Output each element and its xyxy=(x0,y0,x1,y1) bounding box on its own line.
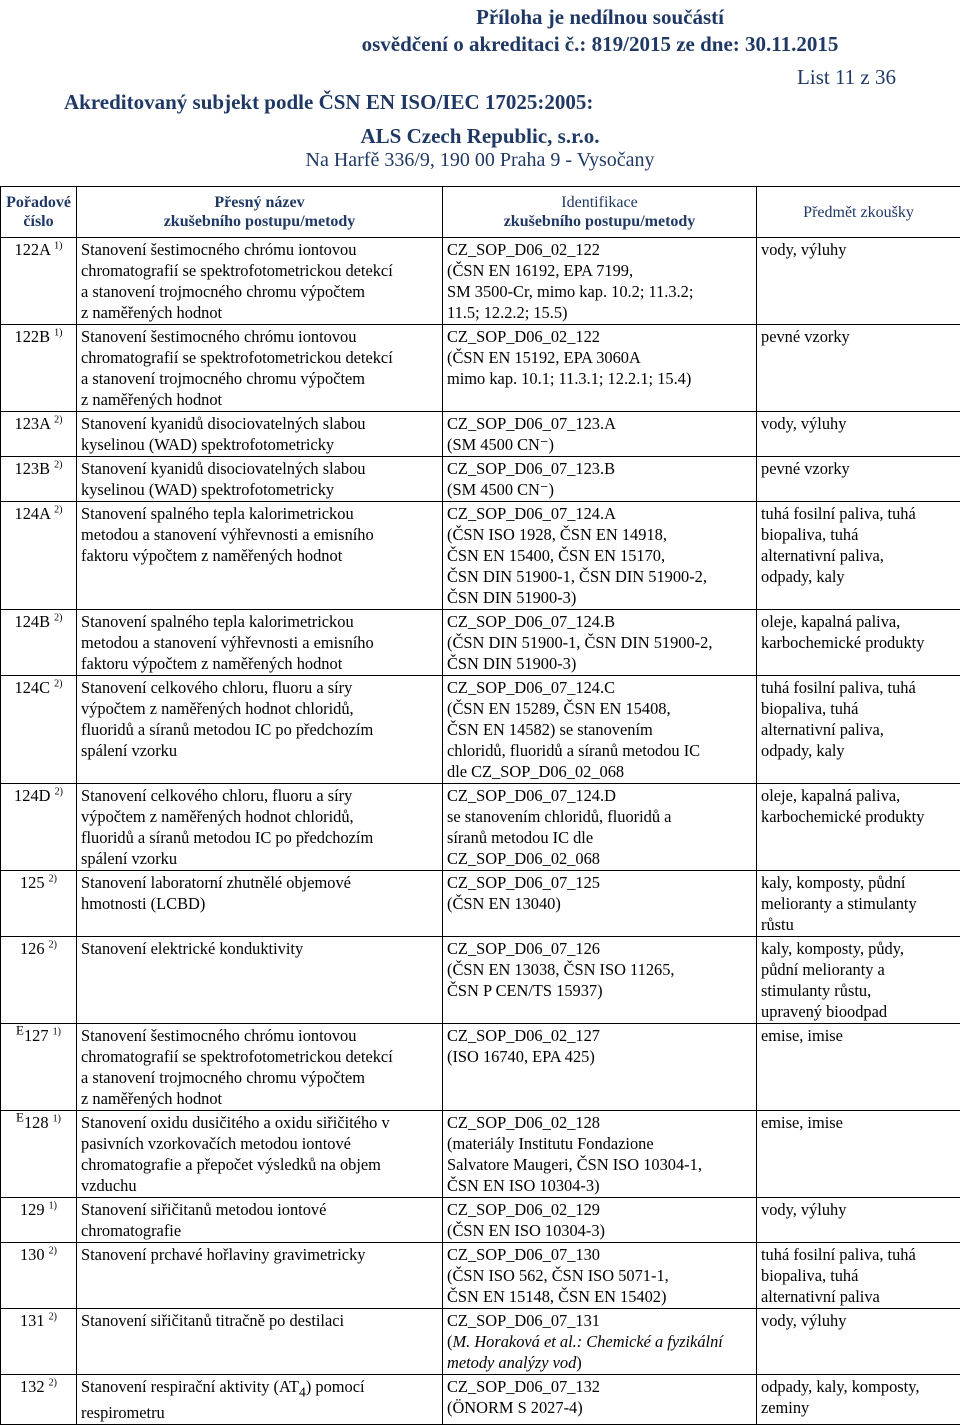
method-identification: CZ_SOP_D06_02_122 (ČSN EN 16192, EPA 7199, SM 3500-Cr, mimo kap. 10.2; 11.3.2; 11.5; 12.2.2; 15.5) xyxy=(443,238,757,325)
row-number: 123A $^{2)}$ xyxy=(1,412,77,457)
table-row xyxy=(1,238,960,325)
column-header-identification: Identifikace zkušebního postupu/metody xyxy=(443,187,757,238)
method-name: Stanovení šestimocného chrómu iontovou chromatografií se spektrofotometrickou detekcí a stanovení trojmocného chromu výpočtem z naměřených hodnot xyxy=(77,1024,443,1111)
table-row xyxy=(1,502,960,610)
sheet-number: List 11 z 36 xyxy=(797,65,896,90)
method-name: Stanovení elektrické konduktivity xyxy=(77,937,443,1024)
method-identification: CZ_SOP_D06_02_122 (ČSN EN 15192, EPA 3060A mimo kap. 10.1; 11.3.1; 12.2.1; 15.4) xyxy=(443,325,757,412)
test-subject: tuhá fosilní paliva, tuhá biopaliva, tuhá alternativní paliva xyxy=(757,1243,960,1309)
method-name: Stanovení šestimocného chrómu iontovou chromatografií se spektrofotometrickou detekcí a stanovení trojmocného chromu výpočtem z naměřených hodnot xyxy=(77,325,443,412)
test-subject: vody, výluhy xyxy=(757,412,960,457)
company-address: Na Harfě 336/9, 190 00 Praha 9 - Vysočany xyxy=(180,149,780,172)
test-subject: emise, imise xyxy=(757,1024,960,1111)
row-number: 129 $^{1)}$ xyxy=(1,1198,77,1243)
table-row xyxy=(1,412,960,457)
test-subject: vody, výluhy xyxy=(757,238,960,325)
row-number: 124B $^{2)}$ xyxy=(1,610,77,676)
test-subject: tuhá fosilní paliva, tuhá biopaliva, tuhá alternativní paliva, odpady, kaly xyxy=(757,502,960,610)
document-header xyxy=(0,0,960,180)
test-subject: oleje, kapalná paliva, karbochemické produkty xyxy=(757,784,960,871)
methods-table xyxy=(0,186,960,1425)
table-row xyxy=(1,1198,960,1243)
row-number: 131 $^{2)}$ xyxy=(1,1309,77,1375)
row-number: 124D $^{2)}$ xyxy=(1,784,77,871)
row-number: 130 $^{2)}$ xyxy=(1,1243,77,1309)
accredited-subject: Akreditovaný subjekt podle ČSN EN ISO/IEC 17025:2005: xyxy=(64,90,593,115)
method-identification: CZ_SOP_D06_07_124.B (ČSN DIN 51900-1, ČSN DIN 51900-2, ČSN DIN 51900-3) xyxy=(443,610,757,676)
row-number: 126 $^{2)}$ xyxy=(1,937,77,1024)
row-number: 123B $^{2)}$ xyxy=(1,457,77,502)
method-name: Stanovení celkového chloru, fluoru a síry výpočtem z naměřených hodnot chloridů, fluoridů a síranů metodou IC po předchozím spálení vzorku xyxy=(77,676,443,784)
method-identification: CZ_SOP_D06_07_123.B (SM 4500 CN⁻) xyxy=(443,457,757,502)
method-name: Stanovení siřičitanů titračně po destilaci xyxy=(77,1309,443,1375)
method-identification: CZ_SOP_D06_07_124.C (ČSN EN 15289, ČSN EN 15408, ČSN EN 14582) se stanovením chloridů, fluoridů a síranů metodou IC dle CZ_SOP_D06_02_068 xyxy=(443,676,757,784)
method-identification: CZ_SOP_D06_02_128 (materiály Institutu Fondazione Salvatore Maugeri, ČSN ISO 10304-1, ČSN EN ISO 10304-3) xyxy=(443,1111,757,1198)
row-number: 124A $^{2)}$ xyxy=(1,502,77,610)
literature-reference: M. Horaková et al.: Chemické a fyzikální metody analýzy vod xyxy=(447,1332,723,1372)
table-row xyxy=(1,1309,960,1375)
method-identification: CZ_SOP_D06_07_132 (ÖNORM S 2027-4) xyxy=(443,1375,757,1425)
test-subject: pevné vzorky xyxy=(757,325,960,412)
table-row xyxy=(1,1243,960,1309)
table-row xyxy=(1,784,960,871)
method-identification: CZ_SOP_D06_07_123.A (SM 4500 CN⁻) xyxy=(443,412,757,457)
row-number: $^E$127 $^{1)}$ xyxy=(1,1024,77,1111)
annex-title: Příloha je nedílnou součástí xyxy=(310,5,890,30)
table-row xyxy=(1,610,960,676)
row-number: 132 $^{2)}$ xyxy=(1,1375,77,1425)
method-name: Stanovení šestimocného chrómu iontovou chromatografií se spektrofotometrickou detekcí a stanovení trojmocného chromu výpočtem z naměřených hodnot xyxy=(77,238,443,325)
table-row xyxy=(1,871,960,937)
method-identification: CZ_SOP_D06_07_124.A (ČSN ISO 1928, ČSN EN 14918, ČSN EN 15400, ČSN EN 15170, ČSN DIN 51900-1, ČSN DIN 51900-2, ČSN DIN 51900-3) xyxy=(443,502,757,610)
method-name: Stanovení oxidu dusičitého a oxidu siřičitého v pasivních vzorkovačích metodou iontové chromatografie a přepočet výsledků na objem vzduchu xyxy=(77,1111,443,1198)
test-subject: pevné vzorky xyxy=(757,457,960,502)
table-header-row xyxy=(1,187,960,238)
row-number: $^E$128 $^{1)}$ xyxy=(1,1111,77,1198)
method-identification: CZ_SOP_D06_07_130 (ČSN ISO 562, ČSN ISO 5071-1, ČSN EN 15148, ČSN EN 15402) xyxy=(443,1243,757,1309)
row-number: 124C $^{2)}$ xyxy=(1,676,77,784)
test-subject: oleje, kapalná paliva, karbochemické produkty xyxy=(757,610,960,676)
method-identification: CZ_SOP_D06_07_125 (ČSN EN 13040) xyxy=(443,871,757,937)
test-subject: vody, výluhy xyxy=(757,1198,960,1243)
method-identification: CZ_SOP_D06_07_124.D se stanovením chloridů, fluoridů a síranů metodou IC dle CZ_SOP_D06_02_068 xyxy=(443,784,757,871)
method-name: Stanovení respirační aktivity $(AT_4)$ pomocí respirometru xyxy=(77,1375,443,1425)
table-row xyxy=(1,1111,960,1198)
table-row xyxy=(1,1024,960,1111)
test-subject: vody, výluhy xyxy=(757,1309,960,1375)
method-identification: CZ_SOP_D06_02_127 (ISO 16740, EPA 425) xyxy=(443,1024,757,1111)
test-subject: odpady, kaly, komposty, zeminy xyxy=(757,1375,960,1425)
table-row xyxy=(1,1375,960,1425)
row-number: 122A $^{1)}$ xyxy=(1,238,77,325)
method-name: Stanovení laboratorní zhutnělé objemové hmotnosti (LCBD) xyxy=(77,871,443,937)
column-header-name: Přesný název zkušebního postupu/metody xyxy=(77,187,443,238)
test-subject: kaly, komposty, půdní melioranty a stimulanty růstu xyxy=(757,871,960,937)
method-name: Stanovení spalného tepla kalorimetrickou metodou a stanovení výhřevnosti a emisního faktoru výpočtem z naměřených hodnot xyxy=(77,610,443,676)
company-name: ALS Czech Republic, s.r.o. xyxy=(230,124,730,149)
test-subject: kaly, komposty, půdy, půdní melioranty a stimulanty růstu, upravený bioodpad xyxy=(757,937,960,1024)
table-row xyxy=(1,325,960,412)
table-row xyxy=(1,937,960,1024)
method-identification: CZ_SOP_D06_07_131 (M. Horaková et al.: Chemické a fyzikální metody analýzy vod) xyxy=(443,1309,757,1375)
method-name: Stanovení celkového chloru, fluoru a síry výpočtem z naměřených hodnot chloridů, fluoridů a síranů metodou IC po předchozím spálení vzorku xyxy=(77,784,443,871)
test-subject: emise, imise xyxy=(757,1111,960,1198)
row-number: 122B $^{1)}$ xyxy=(1,325,77,412)
column-header-subject: Předmět zkoušky xyxy=(757,187,960,238)
table-row xyxy=(1,676,960,784)
row-number: 125 $^{2)}$ xyxy=(1,871,77,937)
certificate-line: osvědčení o akreditaci č.: 819/2015 ze dne: 30.11.2015 xyxy=(310,32,890,57)
test-subject: tuhá fosilní paliva, tuhá biopaliva, tuhá alternativní paliva, odpady, kaly xyxy=(757,676,960,784)
table-row xyxy=(1,457,960,502)
method-name: Stanovení kyanidů disociovatelných slabou kyselinou (WAD) spektrofotometricky xyxy=(77,457,443,502)
method-identification: CZ_SOP_D06_07_126 (ČSN EN 13038, ČSN ISO 11265, ČSN P CEN/TS 15937) xyxy=(443,937,757,1024)
method-name: Stanovení spalného tepla kalorimetrickou metodou a stanovení výhřevnosti a emisního faktoru výpočtem z naměřených hodnot xyxy=(77,502,443,610)
method-name: Stanovení kyanidů disociovatelných slabou kyselinou (WAD) spektrofotometricky xyxy=(77,412,443,457)
column-header-number: Pořadové číslo xyxy=(1,187,77,238)
method-name: Stanovení prchavé hořlaviny gravimetricky xyxy=(77,1243,443,1309)
method-name: Stanovení siřičitanů metodou iontové chromatografie xyxy=(77,1198,443,1243)
method-identification: CZ_SOP_D06_02_129 (ČSN EN ISO 10304-3) xyxy=(443,1198,757,1243)
